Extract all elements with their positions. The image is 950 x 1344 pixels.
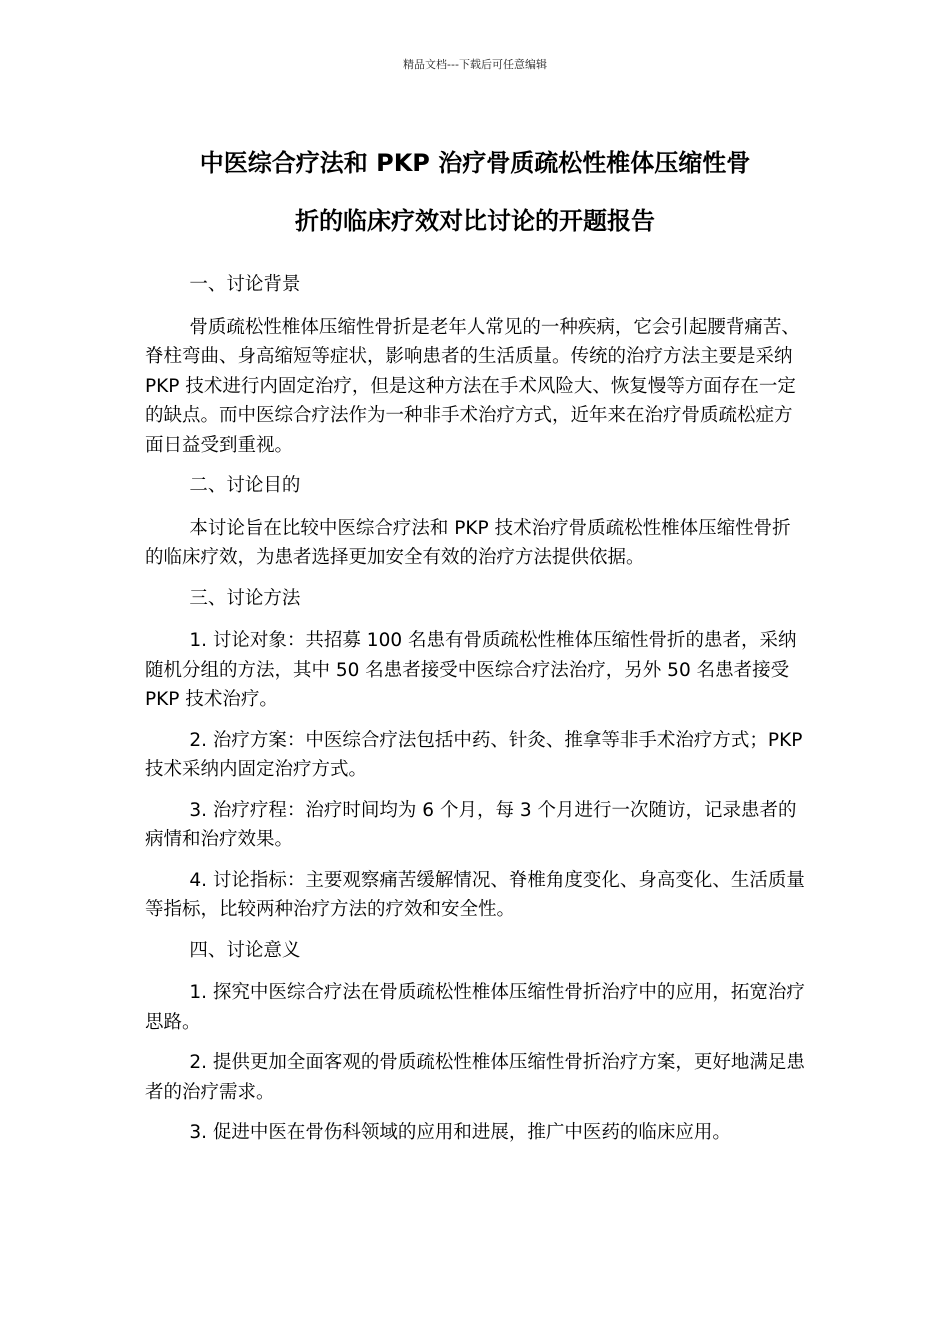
document-title [130, 134, 820, 250]
paragraph-purpose: 本讨论旨在比较中医综合疗法和 PKP 技术治疗骨质疏松性椎体压缩性骨折的临床疗效，为患者选择更加安全有效的治疗方法提供依据。 [145, 517, 791, 568]
document-body [145, 270, 805, 1159]
section-heading-method: 三、讨论方法 [189, 587, 301, 609]
section-heading-background: 一、讨论背景 [189, 274, 301, 295]
header-note: 精品文档---下载后可任意编辑 [403, 58, 547, 71]
significance-item-2: 2. 提供更加全面客观的骨质疏松性椎体压缩性骨折治疗方案，更好地满足患者的治疗需求。 [145, 1052, 805, 1103]
method-item-subjects: 1. 讨论对象：共招募 100 名患有骨质疏松性椎体压缩性骨折的患者，采纳随机分组的方法，其中 50 名患者接受中医综合疗法治疗，另外 50 名患者接受 PKP 技术治疗。 [145, 630, 797, 710]
title-line-2: 折的临床疗效对比讨论的开题报告 [295, 207, 655, 235]
section-heading-purpose: 二、讨论目的 [189, 475, 301, 496]
significance-item-1: 1. 探究中医综合疗法在骨质疏松性椎体压缩性骨折治疗中的应用，拓宽治疗思路。 [145, 982, 805, 1033]
method-item-course: 3. 治疗疗程：治疗时间均为 6 个月，每 3 个月进行一次随访，记录患者的病情和治疗效果。 [145, 799, 797, 850]
method-item-indicators: 4. 讨论指标：主要观察痛苦缓解情况、脊椎角度变化、身高变化、生活质量等指标，比较两种治疗方法的疗效和安全性。 [145, 869, 805, 920]
paragraph-background: 骨质疏松性椎体压缩性骨折是老年人常见的一种疾病，它会引起腰背痛苦、脊柱弯曲、身高缩短等症状，影响患者的生活质量。传统的治疗方法主要是采纳 PKP 技术进行内固定治疗，但是这种方法在手术风险大、恢复慢等方面存在一定的缺点。而中医综合疗法作为一种非手术治疗方式，近年来在治疗骨质疏松症方面日益受到重视。 [145, 316, 800, 456]
significance-item-3: 3. 促进中医在骨伤科领域的应用和进展，推广中医药的临床应用。 [189, 1122, 731, 1143]
title-line-1: 中医综合疗法和 PKP 治疗骨质疏松性椎体压缩性骨 [199, 149, 751, 177]
method-item-plan: 2. 治疗方案：中医综合疗法包括中药、针灸、推拿等非手术治疗方式；PKP 技术采纳内固定治疗方式。 [145, 729, 803, 780]
section-heading-significance: 四、讨论意义 [189, 939, 301, 961]
